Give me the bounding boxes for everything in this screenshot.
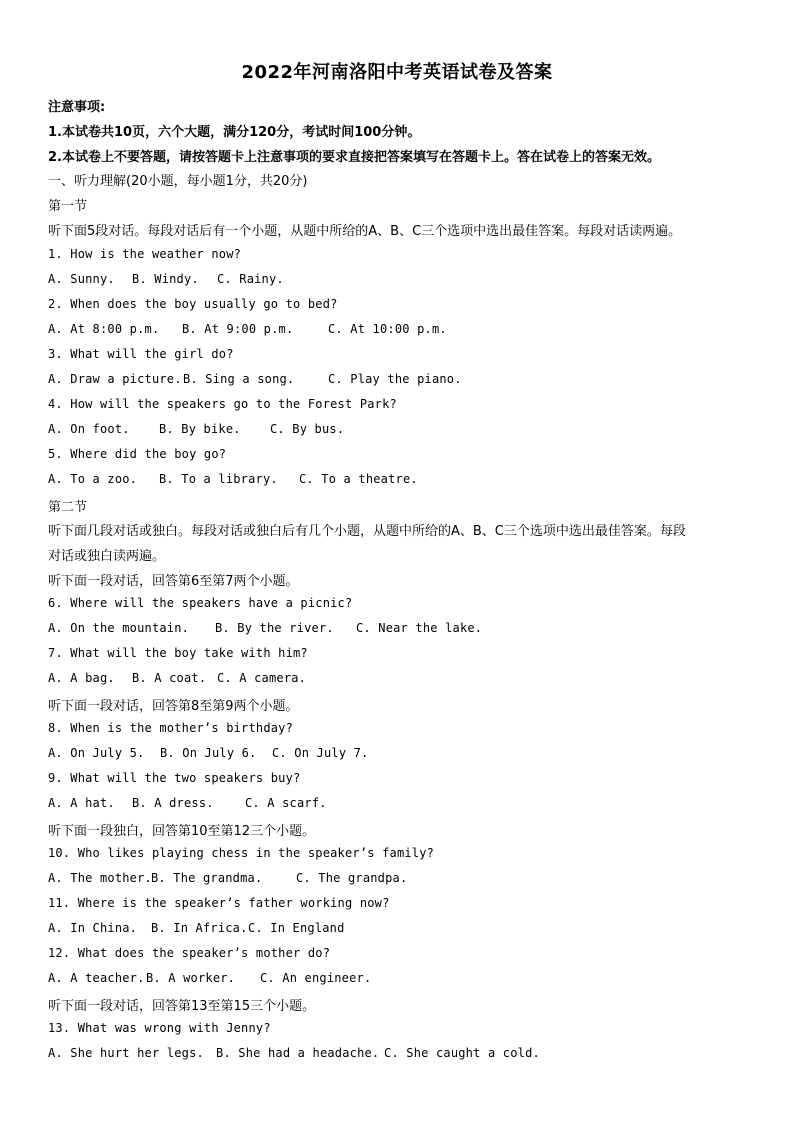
section2-title: 第二节 [48,500,88,515]
option-a: A. On foot. [48,422,130,436]
option-c: C. The grandpa. [296,871,408,885]
option-c: C. In England [248,921,345,935]
section2-instructions-cont: 对话或独白读两遍。 [48,549,166,564]
option-c: C. Play the piano. [328,372,462,386]
option-b: B. A dress. [132,796,214,810]
options-3 [48,372,462,386]
question-7: 7. What will the boy take with him? [48,646,308,660]
option-b: B. A coat. [132,671,207,685]
option-c: C. An engineer. [260,971,372,985]
option-a: A. A hat. [48,796,115,810]
option-c: C. On July 7. [272,746,369,760]
notice-item-1: 1.本试卷共10页，六个大题，满分120分，考试时间100分钟。 [48,125,421,140]
page-title: 2022年河南洛阳中考英语试卷及答案 [241,62,553,83]
options-12 [48,971,371,985]
question-11: 11. Where is the speaker’s father working now? [48,896,390,910]
group-instruction-10-12: 听下面一段独白，回答第10至第12三个小题。 [48,824,316,839]
option-a: A. A teacher. [48,971,145,985]
option-b: B. She had a headache. [216,1046,380,1060]
option-c: C. By bus. [270,422,345,436]
question-3: 3. What will the girl do? [48,347,234,361]
question-12: 12. What does the speaker’s mother do? [48,946,331,960]
option-c: C. A scarf. [245,796,327,810]
options-2 [48,322,447,336]
option-c: C. Near the lake. [356,621,483,635]
option-b: B. To a library. [159,472,278,486]
options-6 [48,621,482,635]
question-4: 4. How will the speakers go to the Forest Park? [48,397,397,411]
option-b: B. Windy. [132,272,199,286]
option-b: B. A worker. [146,971,236,985]
section1-title: 第一节 [48,199,88,214]
options-5 [48,472,418,486]
option-b: B. At 9:00 p.m. [182,322,294,336]
group-instruction-8-9: 听下面一段对话，回答第8至第9两个小题。 [48,699,299,714]
option-c: C. To a theatre. [299,472,418,486]
option-a: A. Sunny. [48,272,115,286]
notice-item-2: 2.本试卷上不要答题，请按答题卡上注意事项的要求直接把答案填写在答题卡上。答在试卷上的答案无效。 [48,150,660,165]
question-2: 2. When does the boy usually go to bed? [48,297,338,311]
question-9: 9. What will the two speakers buy? [48,771,301,785]
options-7 [48,671,306,685]
option-c: C. A camera. [217,671,307,685]
options-1 [48,272,284,286]
options-4 [48,422,344,436]
option-b: B. On July 6. [160,746,257,760]
option-c: C. She caught a cold. [384,1046,540,1060]
option-a: A. She hurt her legs. [48,1046,204,1060]
group-instruction-6-7: 听下面一段对话，回答第6至第7两个小题。 [48,574,299,589]
option-a: A. The mother. [48,871,152,885]
option-c: C. Rainy. [217,272,284,286]
option-a: A. On July 5. [48,746,145,760]
option-b: B. By the river. [215,621,334,635]
options-11 [48,921,345,935]
option-a: A. To a zoo. [48,472,138,486]
group-instruction-13-15: 听下面一段对话，回答第13至第15三个小题。 [48,999,316,1014]
option-a: A. On the mountain. [48,621,190,635]
part1-heading: 一、听力理解(20小题，每小题1分，共20分) [48,174,308,189]
option-b: B. The grandma. [151,871,263,885]
option-b: B. By bike. [159,422,241,436]
option-a: A. At 8:00 p.m. [48,322,160,336]
option-a: A. A bag. [48,671,115,685]
option-b: B. In Africa. [151,921,248,935]
options-9 [48,796,327,810]
section1-instructions: 听下面5段对话。每段对话后有一个小题，从题中所给的A、B、C三个选项中选出最佳答案。每段对话读两遍。 [48,224,682,239]
options-8 [48,746,369,760]
options-13 [48,1046,540,1060]
question-6: 6. Where will the speakers have a picnic? [48,596,353,610]
question-13: 13. What was wrong with Jenny? [48,1021,271,1035]
option-b: B. Sing a song. [183,372,295,386]
section2-instructions: 听下面几段对话或独白。每段对话或独白后有几个小题，从题中所给的A、B、C三个选项中选出最佳答案。每段 [48,524,686,539]
option-a: A. In China. [48,921,138,935]
question-1: 1. How is the weather now? [48,247,242,261]
option-a: A. Draw a picture. [48,372,182,386]
question-5: 5. Where did the boy go? [48,447,227,461]
options-10 [48,871,407,885]
notice-heading: 注意事项: [48,100,106,115]
question-8: 8. When is the mother’s birthday? [48,721,294,735]
question-10: 10. Who likes playing chess in the speaker’s family? [48,846,435,860]
option-c: C. At 10:00 p.m. [328,322,447,336]
